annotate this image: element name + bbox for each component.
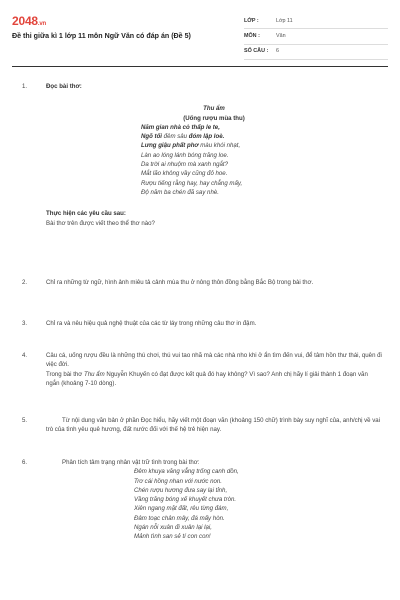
poem-line: Lưng giậu phất phơ màu khói nhạt, (141, 142, 241, 150)
poem-line: Làn ao lóng lánh bóng trăng loe. (141, 151, 229, 159)
poem-line: Vầng trăng bóng xế khuyết chưa tròn. (134, 496, 237, 504)
question-number: 6. (22, 459, 28, 466)
question-3 (22, 319, 382, 328)
poem-line: Trơ cái hồng nhan với nước non. (134, 477, 222, 485)
meta-row-subject (244, 29, 388, 44)
poem-title: Thu ẩm (203, 105, 225, 113)
poem-line: Đâm toạc chân mây, đá mấy hòn. (134, 514, 225, 522)
meta-value: Lớp 11 (270, 14, 388, 29)
task-label: Thực hiện các yêu cầu sau: (46, 210, 126, 218)
poem-line: Ngán nỗi xuân đi xuân lại lại, (134, 524, 212, 532)
question-text: Từ nội dung văn bản ở phần Đọc hiểu, hãy viết một đoạn văn (khoảng 150 chữ) trình bày suy nghĩ của, anh/chị về vai trò của tình yêu quê hương, đất nước đối với thế hệ trẻ hiện nay. (46, 417, 381, 434)
poem-line: Ngõ tối đêm sâu đóm lập loè. (141, 133, 225, 141)
question-text: Phân tích tâm trạng nhân vật trữ tình trong bài thơ: (62, 459, 200, 466)
question-content (46, 351, 382, 388)
question-text: Chỉ ra những từ ngữ, hình ảnh miêu tả cảnh mùa thu ở nông thôn đồng bằng Bắc Bộ trong bài thơ. (46, 279, 314, 286)
question-5 (22, 416, 382, 435)
meta-row-class (244, 14, 388, 29)
meta-key: MÔN : (244, 29, 270, 44)
question-2 (22, 278, 382, 287)
exam-title: Đề thi giữa kì 1 lớp 11 môn Ngữ Văn có đáp án (Đề 5) (12, 32, 191, 40)
meta-key: LỚP : (244, 14, 270, 29)
question-number: 5. (22, 417, 28, 424)
meta-key: SỐ CÂU : (244, 44, 270, 59)
question-1 (22, 82, 382, 228)
poem-line: Đêm khuya văng vẳng trống canh dồn, (134, 468, 239, 476)
page-header (12, 0, 388, 60)
poem-line: Mắt lão không vầy cũng đỏ hoe. (141, 170, 228, 178)
meta-value: 6 (270, 44, 388, 59)
meta-value: Văn (270, 29, 388, 44)
header-divider (12, 66, 388, 67)
poem-subtitle: (Uống rượu mùa thu) (183, 114, 245, 122)
question-4 (22, 351, 382, 388)
poem-line: Năm gian nhà cỏ thấp le te, (141, 123, 220, 131)
meta-row-count (244, 44, 388, 59)
logo-main: 2048 (12, 14, 38, 28)
poem-body (134, 467, 382, 541)
header-left (12, 14, 234, 60)
question-content (46, 82, 382, 228)
question-text: Trong bài thơ Thu ẩm Nguyễn Khuyến có đạt được kết quả đó hay không? Vì sao? Anh chị hãy lí giải thành 1 đoạn văn ngắn (khoảng 7-10 dòng). (46, 370, 368, 387)
question-number: 4. (22, 352, 28, 359)
poem-line: Chén rượu hương đưa say lại tỉnh, (134, 486, 228, 494)
poem-line: Xiên ngang mặt đất, rêu từng đám, (134, 505, 229, 513)
exam-meta-table (244, 14, 388, 60)
poem-line: Da trời ai nhuộm mà xanh ngắt? (141, 161, 229, 169)
poem-line: Mảnh tình san sẻ tí con con! (134, 533, 211, 541)
task-question: Bài thơ trên được viết theo thể thơ nào? (46, 219, 155, 227)
poem-body (141, 123, 382, 197)
site-logo[interactable] (12, 14, 234, 28)
question-label: Đọc bài thơ: (46, 83, 82, 90)
poem-line: Rượu tiếng rằng hay, hay chẳng mấy, (141, 179, 243, 187)
question-6 (22, 458, 382, 542)
question-number: 3. (22, 320, 28, 327)
question-text: Câu cá, uống rượu đều là những thú chơi, thú vui tao nhã mà các nhà nho khi ở ẩn tìm đến vui, để tâm hồn thư thái, quên đi việc đời. (46, 352, 382, 369)
poem-line: Độ năm ba chén đã say nhè. (141, 188, 219, 196)
question-content (46, 458, 382, 542)
question-number: 1. (22, 83, 28, 90)
logo-suffix: .vn (37, 21, 46, 27)
question-text: Chỉ ra và nêu hiệu quả nghệ thuật của các từ láy trong những câu thơ in đậm. (46, 320, 257, 327)
question-number: 2. (22, 279, 28, 286)
